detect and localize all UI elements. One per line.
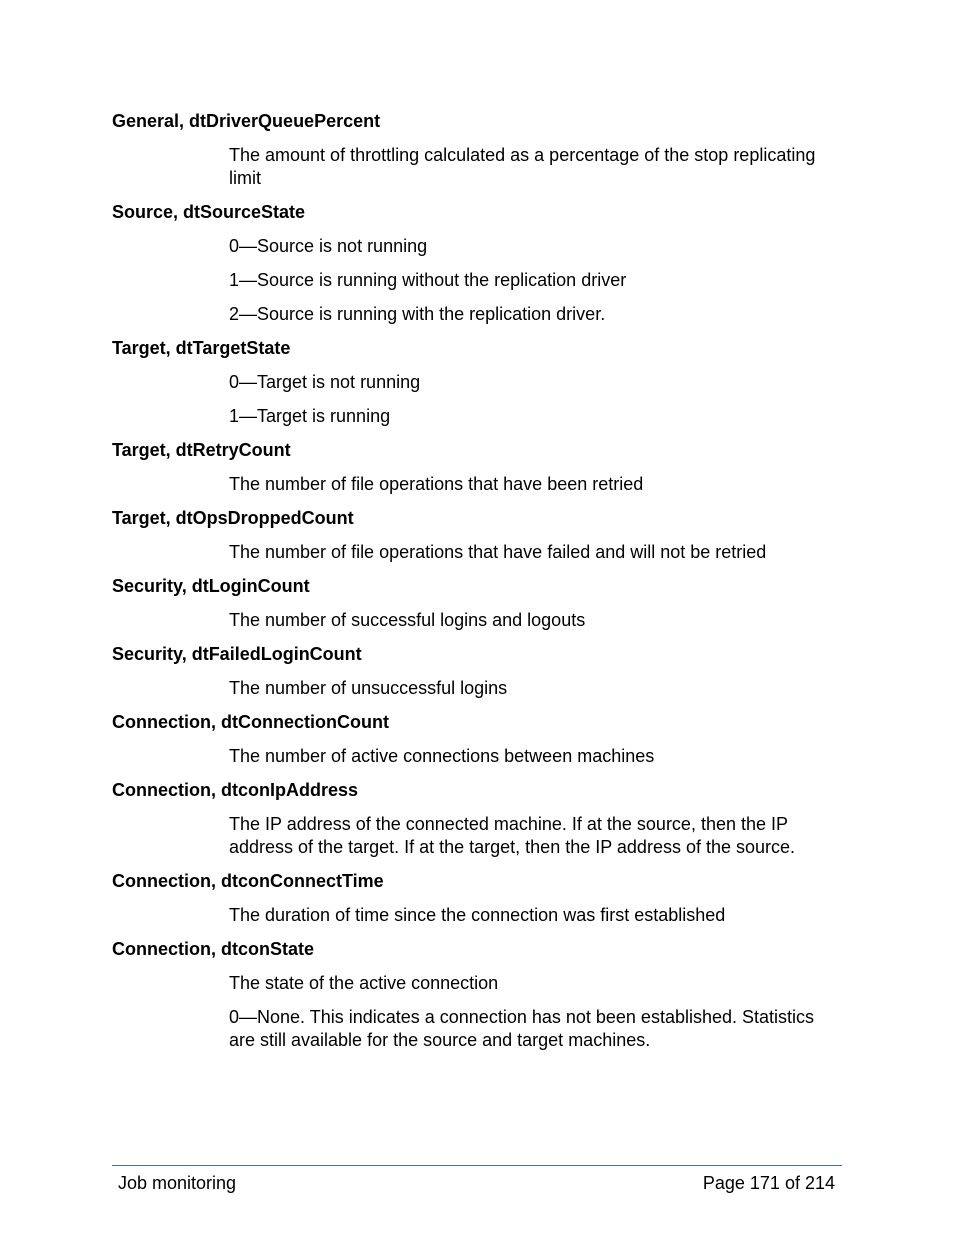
description-line: 1—Source is running without the replication driver	[229, 270, 627, 290]
description-line: The number of file operations that have failed and will not be retried	[229, 542, 767, 562]
term-description	[229, 745, 842, 768]
description-line: 0—Source is not running	[229, 236, 428, 256]
term-description	[229, 144, 842, 190]
description-line: The number of unsuccessful logins	[229, 678, 508, 698]
term-heading: General, dtDriverQueuePercent	[112, 111, 381, 131]
term-heading: Connection, dtConnectionCount	[112, 712, 389, 732]
term-description	[229, 972, 842, 1052]
term-heading: Connection, dtconIpAddress	[112, 780, 359, 800]
description-line: The state of the active connection	[229, 973, 499, 993]
footer-page-number: Page 171 of 214	[702, 1173, 835, 1193]
description-line: 2—Source is running with the replication driver.	[229, 304, 606, 324]
term-heading: Security, dtFailedLoginCount	[112, 644, 362, 664]
term-description	[229, 541, 842, 564]
description-line: The number of file operations that have been retried	[229, 474, 644, 494]
term-description	[229, 235, 842, 326]
footer-section-title: Job monitoring	[118, 1173, 237, 1193]
description-line: The amount of throttling calculated as a percentage of the stop replicating limit	[229, 145, 816, 188]
document-body	[112, 110, 842, 1063]
term-description	[229, 609, 842, 632]
term-heading: Target, dtTargetState	[112, 338, 291, 358]
description-line: The IP address of the connected machine. If at the source, then the IP address of the target. If at the target, then the IP address of the source.	[229, 814, 796, 857]
term-description	[229, 677, 842, 700]
term-heading: Connection, dtconConnectTime	[112, 871, 384, 891]
term-description	[229, 813, 842, 859]
term-heading: Security, dtLoginCount	[112, 576, 310, 596]
description-line: The number of active connections between machines	[229, 746, 655, 766]
term-heading: Connection, dtconState	[112, 939, 314, 959]
description-line: 0—None. This indicates a connection has not been established. Statistics are still available for the source and target machines.	[229, 1007, 815, 1050]
term-description	[229, 473, 842, 496]
description-line: 1—Target is running	[229, 406, 391, 426]
description-line: 0—Target is not running	[229, 372, 421, 392]
term-heading: Target, dtOpsDroppedCount	[112, 508, 354, 528]
term-heading: Target, dtRetryCount	[112, 440, 291, 460]
term-heading: Source, dtSourceState	[112, 202, 306, 222]
description-line: The number of successful logins and logouts	[229, 610, 586, 630]
description-line: The duration of time since the connection was first established	[229, 905, 726, 925]
term-description	[229, 904, 842, 927]
footer-divider	[112, 1165, 842, 1166]
term-description	[229, 371, 842, 428]
